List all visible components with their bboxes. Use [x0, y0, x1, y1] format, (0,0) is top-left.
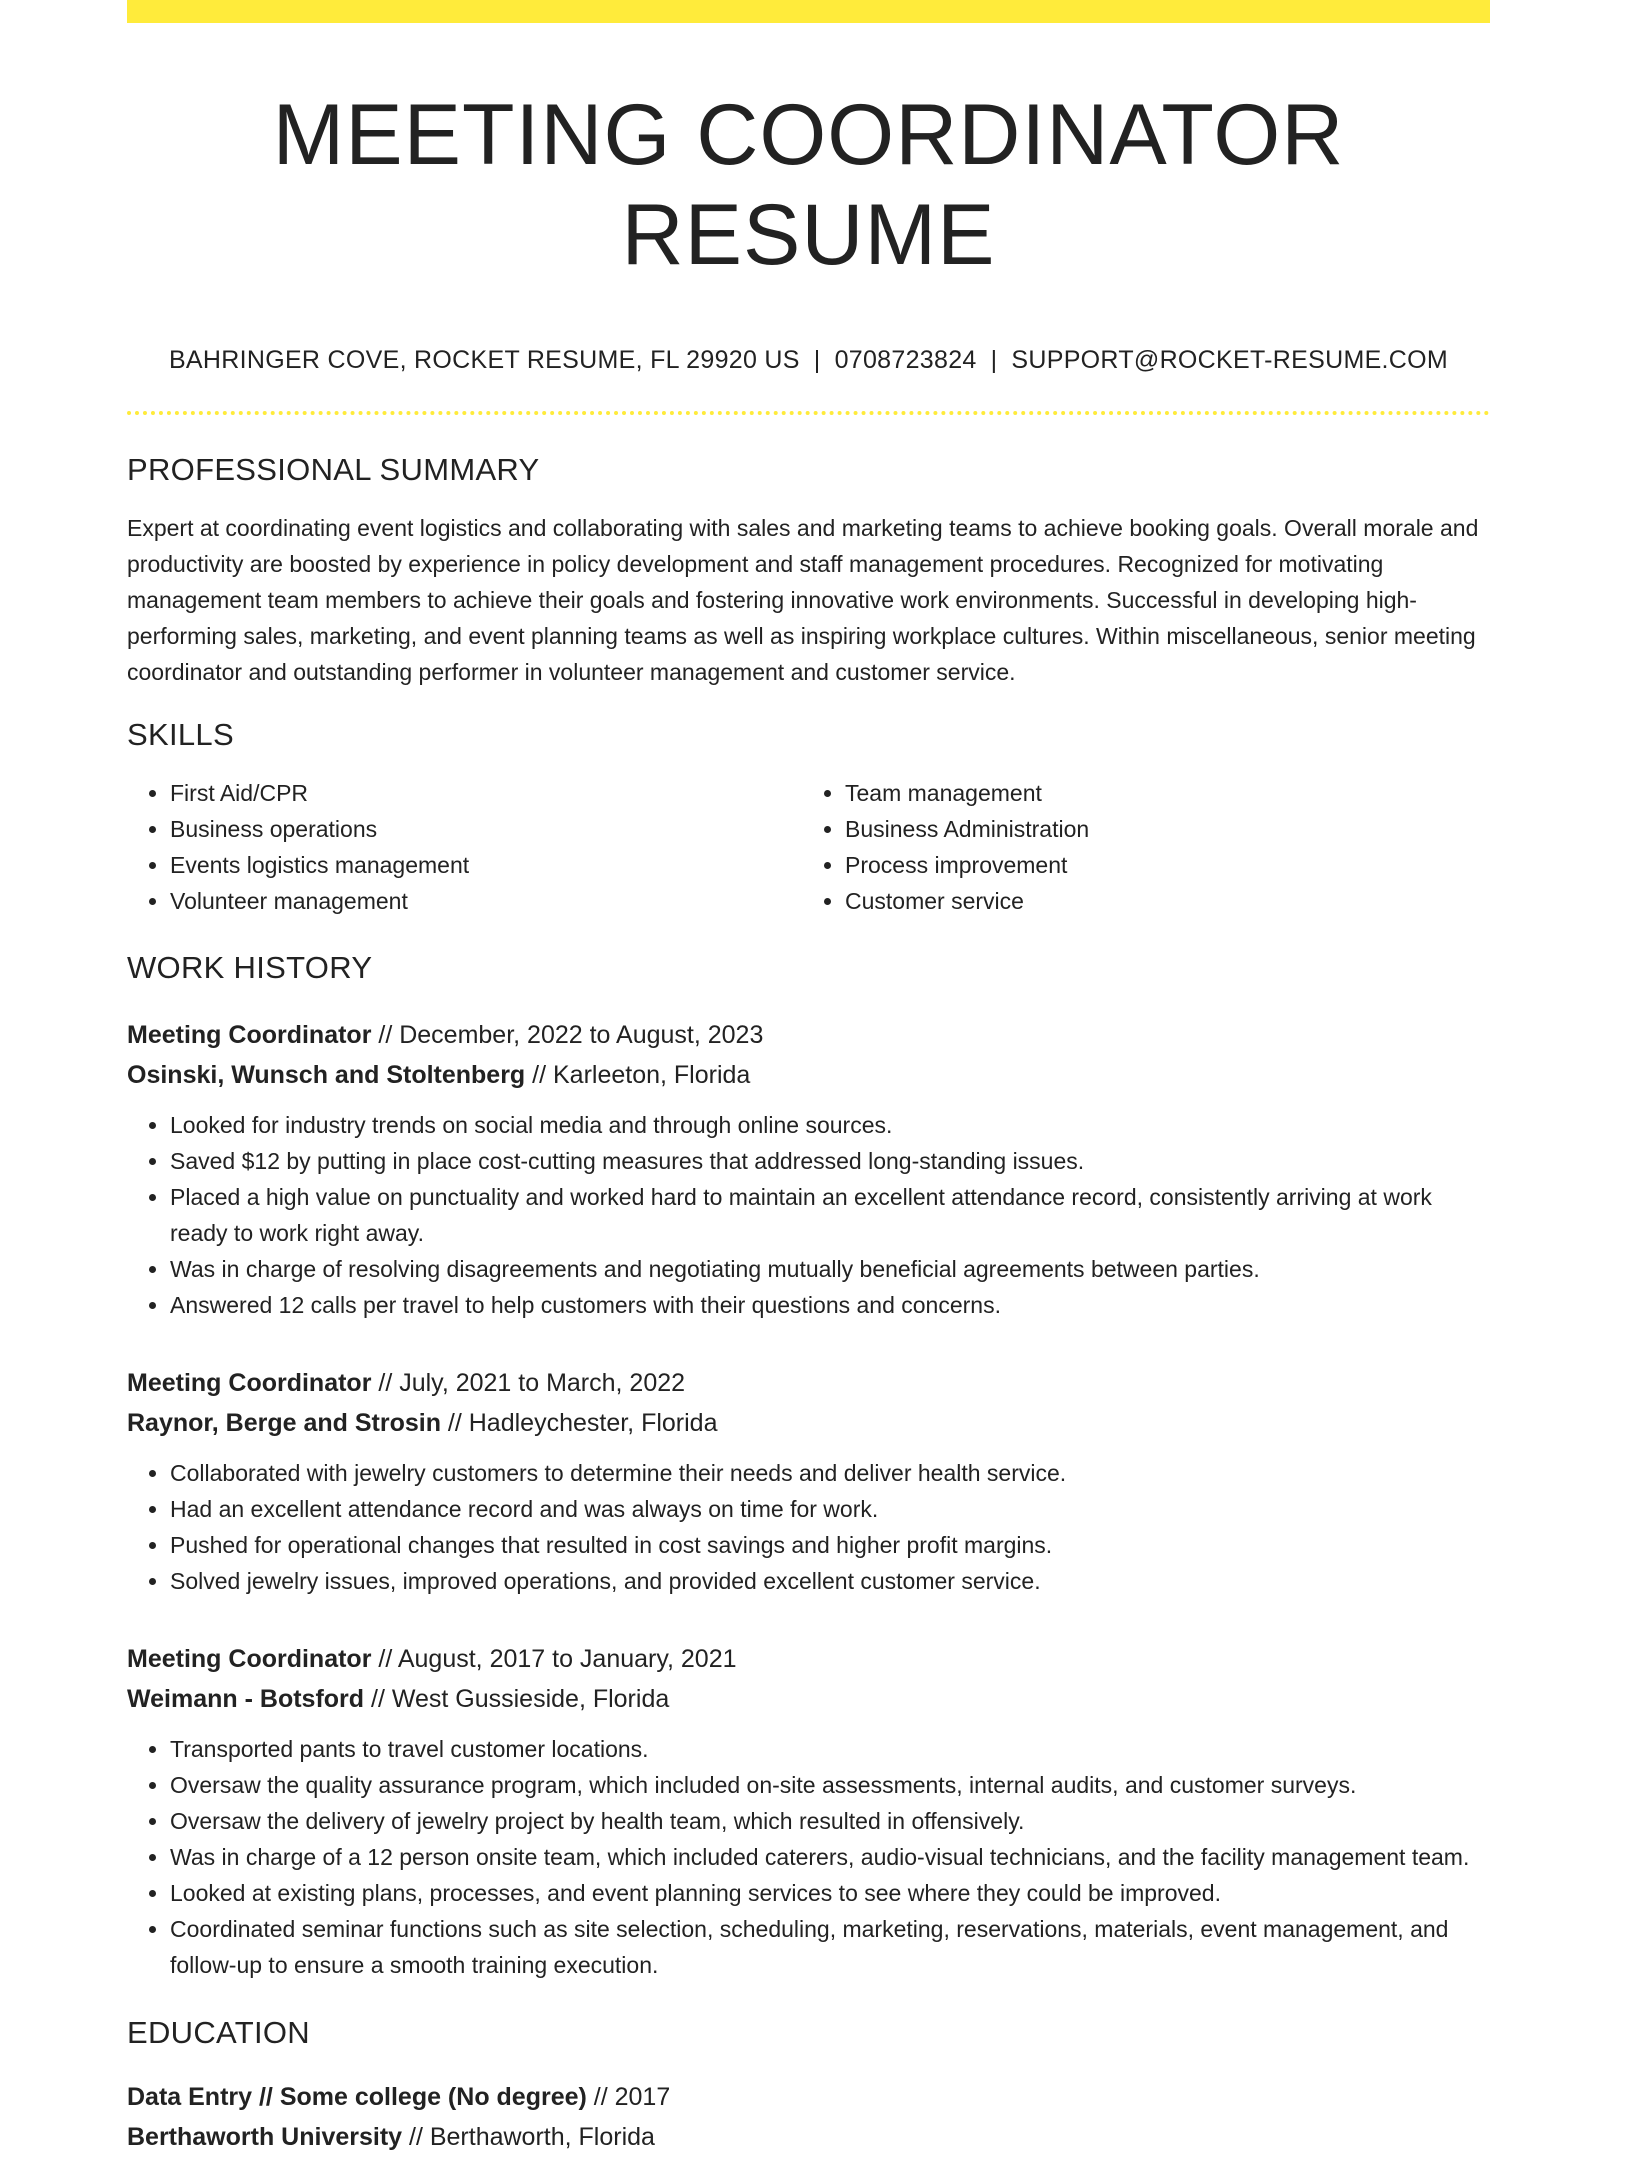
job-title-line [127, 1015, 1490, 1055]
job-title: Meeting Coordinator [127, 1021, 372, 1049]
job-bullet: • Pushed for operational changes that resulted in cost savings and higher profit margins. [170, 1527, 1490, 1563]
top-accent-bar [127, 0, 1490, 23]
job-company-line [127, 1403, 1490, 1443]
education-location: // Berthaworth, Florida [402, 2123, 655, 2151]
job-bullets [127, 1107, 1490, 1323]
contact-separator: | [813, 346, 821, 374]
job-title: Meeting Coordinator [127, 1369, 372, 1397]
job-bullet: • Placed a high value on punctuality and worked hard to maintain an excellent attendance record, consistently arriving at work ready to work right away. [170, 1179, 1490, 1251]
skill-item: • Customer service [845, 883, 1475, 919]
job-bullet: • Looked at existing plans, processes, and event planning services to see where they could be improved. [170, 1875, 1490, 1911]
job-bullet: • Was in charge of a 12 person onsite team, which included caterers, audio-visual technicians, and the facility management team. [170, 1839, 1490, 1875]
job-bullet: • Saved $12 by putting in place cost-cutting measures that addressed long-standing issues. [170, 1143, 1490, 1179]
summary-text: Expert at coordinating event logistics and collaborating with sales and marketing teams to achieve booking goals. Overall morale and productivity are boosted by experience in policy development and staff management procedures. Recognized for motivating management team members to achieve their goals and fostering innovative work environments. Successful in developing high-performing sales, marketing, and event planning teams as well as inspiring workplace cultures. Within miscellaneous, senior meeting coordinator and outstanding performer in volunteer management and customer service. [127, 515, 1479, 685]
contact-phone: 0708723824 [834, 346, 977, 374]
skill-item: • Process improvement [845, 847, 1475, 883]
job-title-line [127, 1639, 1490, 1679]
job-bullets [127, 1455, 1490, 1599]
skills-column-left [127, 775, 800, 919]
job-entry [127, 1363, 1490, 1599]
job-location: // Hadleychester, Florida [440, 1409, 718, 1437]
work-history-heading: WORK HISTORY [127, 950, 373, 985]
skills-heading: SKILLS [127, 717, 234, 752]
contact-separator: | [990, 346, 998, 374]
skill-item: • Business operations [170, 811, 800, 847]
contact-email: SUPPORT@ROCKET-RESUME.COM [1011, 346, 1449, 374]
header-divider [127, 411, 1490, 415]
job-bullet: • Solved jewelry issues, improved operations, and provided excellent customer service. [170, 1563, 1490, 1599]
education-year: // 2017 [586, 2083, 671, 2111]
job-company-line [127, 1055, 1490, 1095]
education-degree: Data Entry // Some college (No degree) [127, 2083, 587, 2111]
job-dates: // August, 2017 to January, 2021 [371, 1645, 737, 1673]
job-bullet: • Answered 12 calls per travel to help customers with their questions and concerns. [170, 1287, 1490, 1323]
resume-page [127, 0, 1490, 2157]
contact-address: BAHRINGER COVE, ROCKET RESUME, FL 29920 US [168, 346, 800, 374]
job-company: Osinski, Wunsch and Stoltenberg [127, 1061, 526, 1089]
skill-item: • First Aid/CPR [170, 775, 800, 811]
job-bullet: • Was in charge of resolving disagreements and negotiating mutually beneficial agreements between parties. [170, 1251, 1490, 1287]
job-dates: // December, 2022 to August, 2023 [371, 1021, 764, 1049]
skills-column-right [800, 775, 1475, 919]
job-bullet: • Oversaw the delivery of jewelry project by health team, which resulted in offensively. [170, 1803, 1490, 1839]
summary-heading: PROFESSIONAL SUMMARY [127, 452, 540, 487]
job-entry [127, 1639, 1490, 1983]
education-school-line [127, 2117, 1490, 2157]
education-entry [127, 2077, 1490, 2157]
education-heading: EDUCATION [127, 2015, 310, 2050]
skill-item: • Team management [845, 775, 1475, 811]
job-bullet: • Transported pants to travel customer locations. [170, 1731, 1490, 1767]
job-bullet: • Had an excellent attendance record and was always on time for work. [170, 1491, 1490, 1527]
job-bullet: • Collaborated with jewelry customers to determine their needs and deliver health service. [170, 1455, 1490, 1491]
job-bullets [127, 1731, 1490, 1983]
job-bullet: • Coordinated seminar functions such as site selection, scheduling, marketing, reservations, materials, event management, and follow-up to ensure a smooth training execution. [170, 1911, 1490, 1983]
job-dates: // July, 2021 to March, 2022 [371, 1369, 686, 1397]
job-company: Weimann - Botsford [127, 1685, 365, 1713]
job-location: // West Gussieside, Florida [364, 1685, 670, 1713]
job-title: Meeting Coordinator [127, 1645, 372, 1673]
skill-item: • Volunteer management [170, 883, 800, 919]
resume-title: MEETING COORDINATOR RESUME [272, 87, 1345, 283]
skill-item: • Events logistics management [170, 847, 800, 883]
job-company: Raynor, Berge and Strosin [127, 1409, 441, 1437]
skill-item: • Business Administration [845, 811, 1475, 847]
education-degree-line [127, 2077, 1490, 2117]
job-bullet: • Looked for industry trends on social media and through online sources. [170, 1107, 1490, 1143]
contact-line [127, 345, 1490, 375]
job-bullet: • Oversaw the quality assurance program, which included on-site assessments, internal audits, and customer surveys. [170, 1767, 1490, 1803]
job-title-line [127, 1363, 1490, 1403]
education-school: Berthaworth University [127, 2123, 403, 2151]
job-entry [127, 1015, 1490, 1323]
job-company-line [127, 1679, 1490, 1719]
job-location: // Karleeton, Florida [525, 1061, 751, 1089]
skills-list [127, 775, 1490, 919]
